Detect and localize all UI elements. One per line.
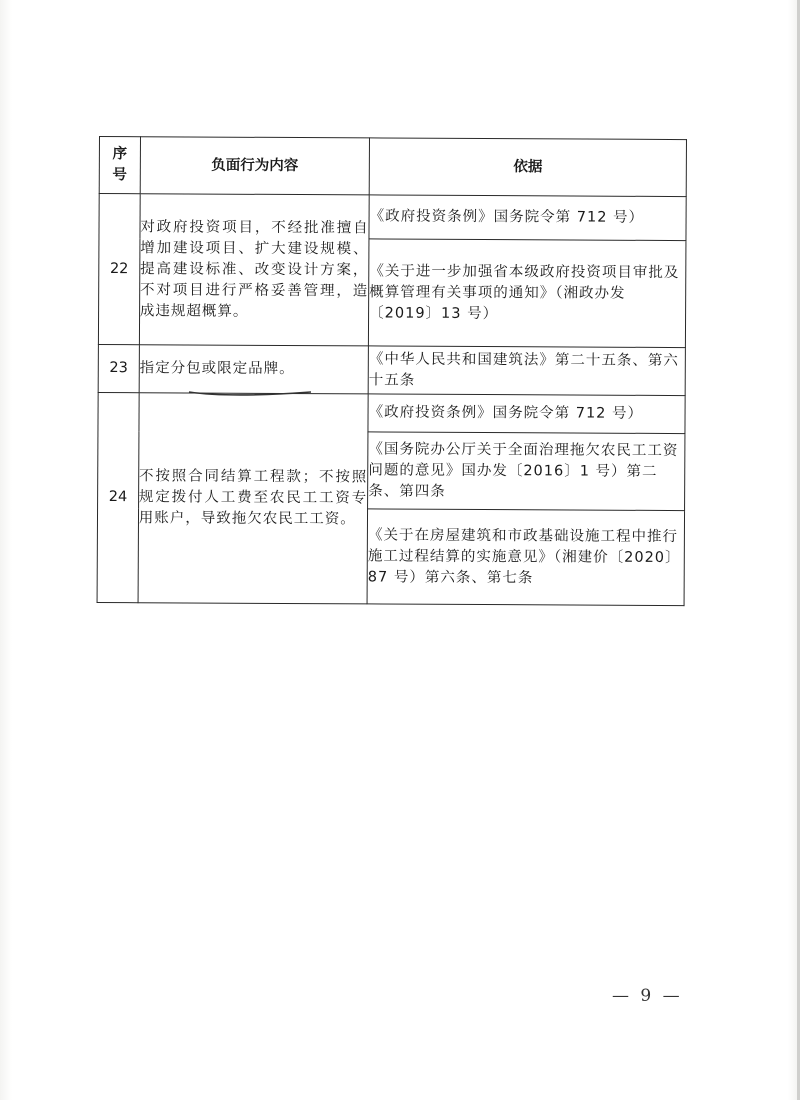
row-content: 指定分包或限定品牌。 — [139, 345, 369, 394]
row-basis: 《关于在房屋建筑和市政基础设施工程中推行施工过程结算的实施意见》（湘建价〔2020〕87 号）第六条、第七条 — [367, 509, 684, 606]
row-basis: 《政府投资条例》国务院令第 712 号） — [368, 394, 685, 434]
table-row — [98, 344, 685, 395]
row-content: 不按照合同结算工程款；不按照规定拨付人工费至农民工工资专用账户，导致拖欠农民工工资。 — [138, 393, 368, 604]
row-content: 对政府投资项目，不经批准擅自增加建设项目、扩大建设规模、提高建设标准、改变设计方案，不对项目进行严格妥善管理，造成违规超概算。 — [139, 194, 369, 346]
row-number: 22 — [98, 194, 140, 345]
handwritten-underline-mark — [187, 389, 313, 397]
row-basis: 《政府投资条例》国务院令第 712 号） — [369, 195, 686, 241]
header-number — [99, 137, 140, 194]
header-content: 负面行为内容 — [140, 137, 370, 195]
row-basis: 《关于进一步加强省本级政府投资项目审批及概算管理有关事项的通知》（湘政办发〔2019〕13 号） — [368, 239, 685, 347]
negative-behavior-table — [97, 136, 687, 606]
header-number-line2: 号 — [112, 167, 127, 184]
table-header-row — [99, 137, 686, 197]
row-number: 23 — [98, 344, 139, 392]
page-number: — 9 — — [612, 986, 683, 1006]
table-row — [99, 194, 686, 241]
header-number-line1: 序 — [112, 146, 128, 163]
row-number: 24 — [97, 392, 139, 602]
table-row — [98, 392, 685, 433]
row-basis: 《国务院办公厅关于全面治理拖欠农民工工资问题的意见》国办发〔2016〕1 号）第二条、第四条 — [368, 432, 685, 511]
header-basis: 依据 — [369, 138, 686, 197]
row-basis: 《中华人民共和国建筑法》第二十五条、第六十五条 — [368, 346, 685, 396]
